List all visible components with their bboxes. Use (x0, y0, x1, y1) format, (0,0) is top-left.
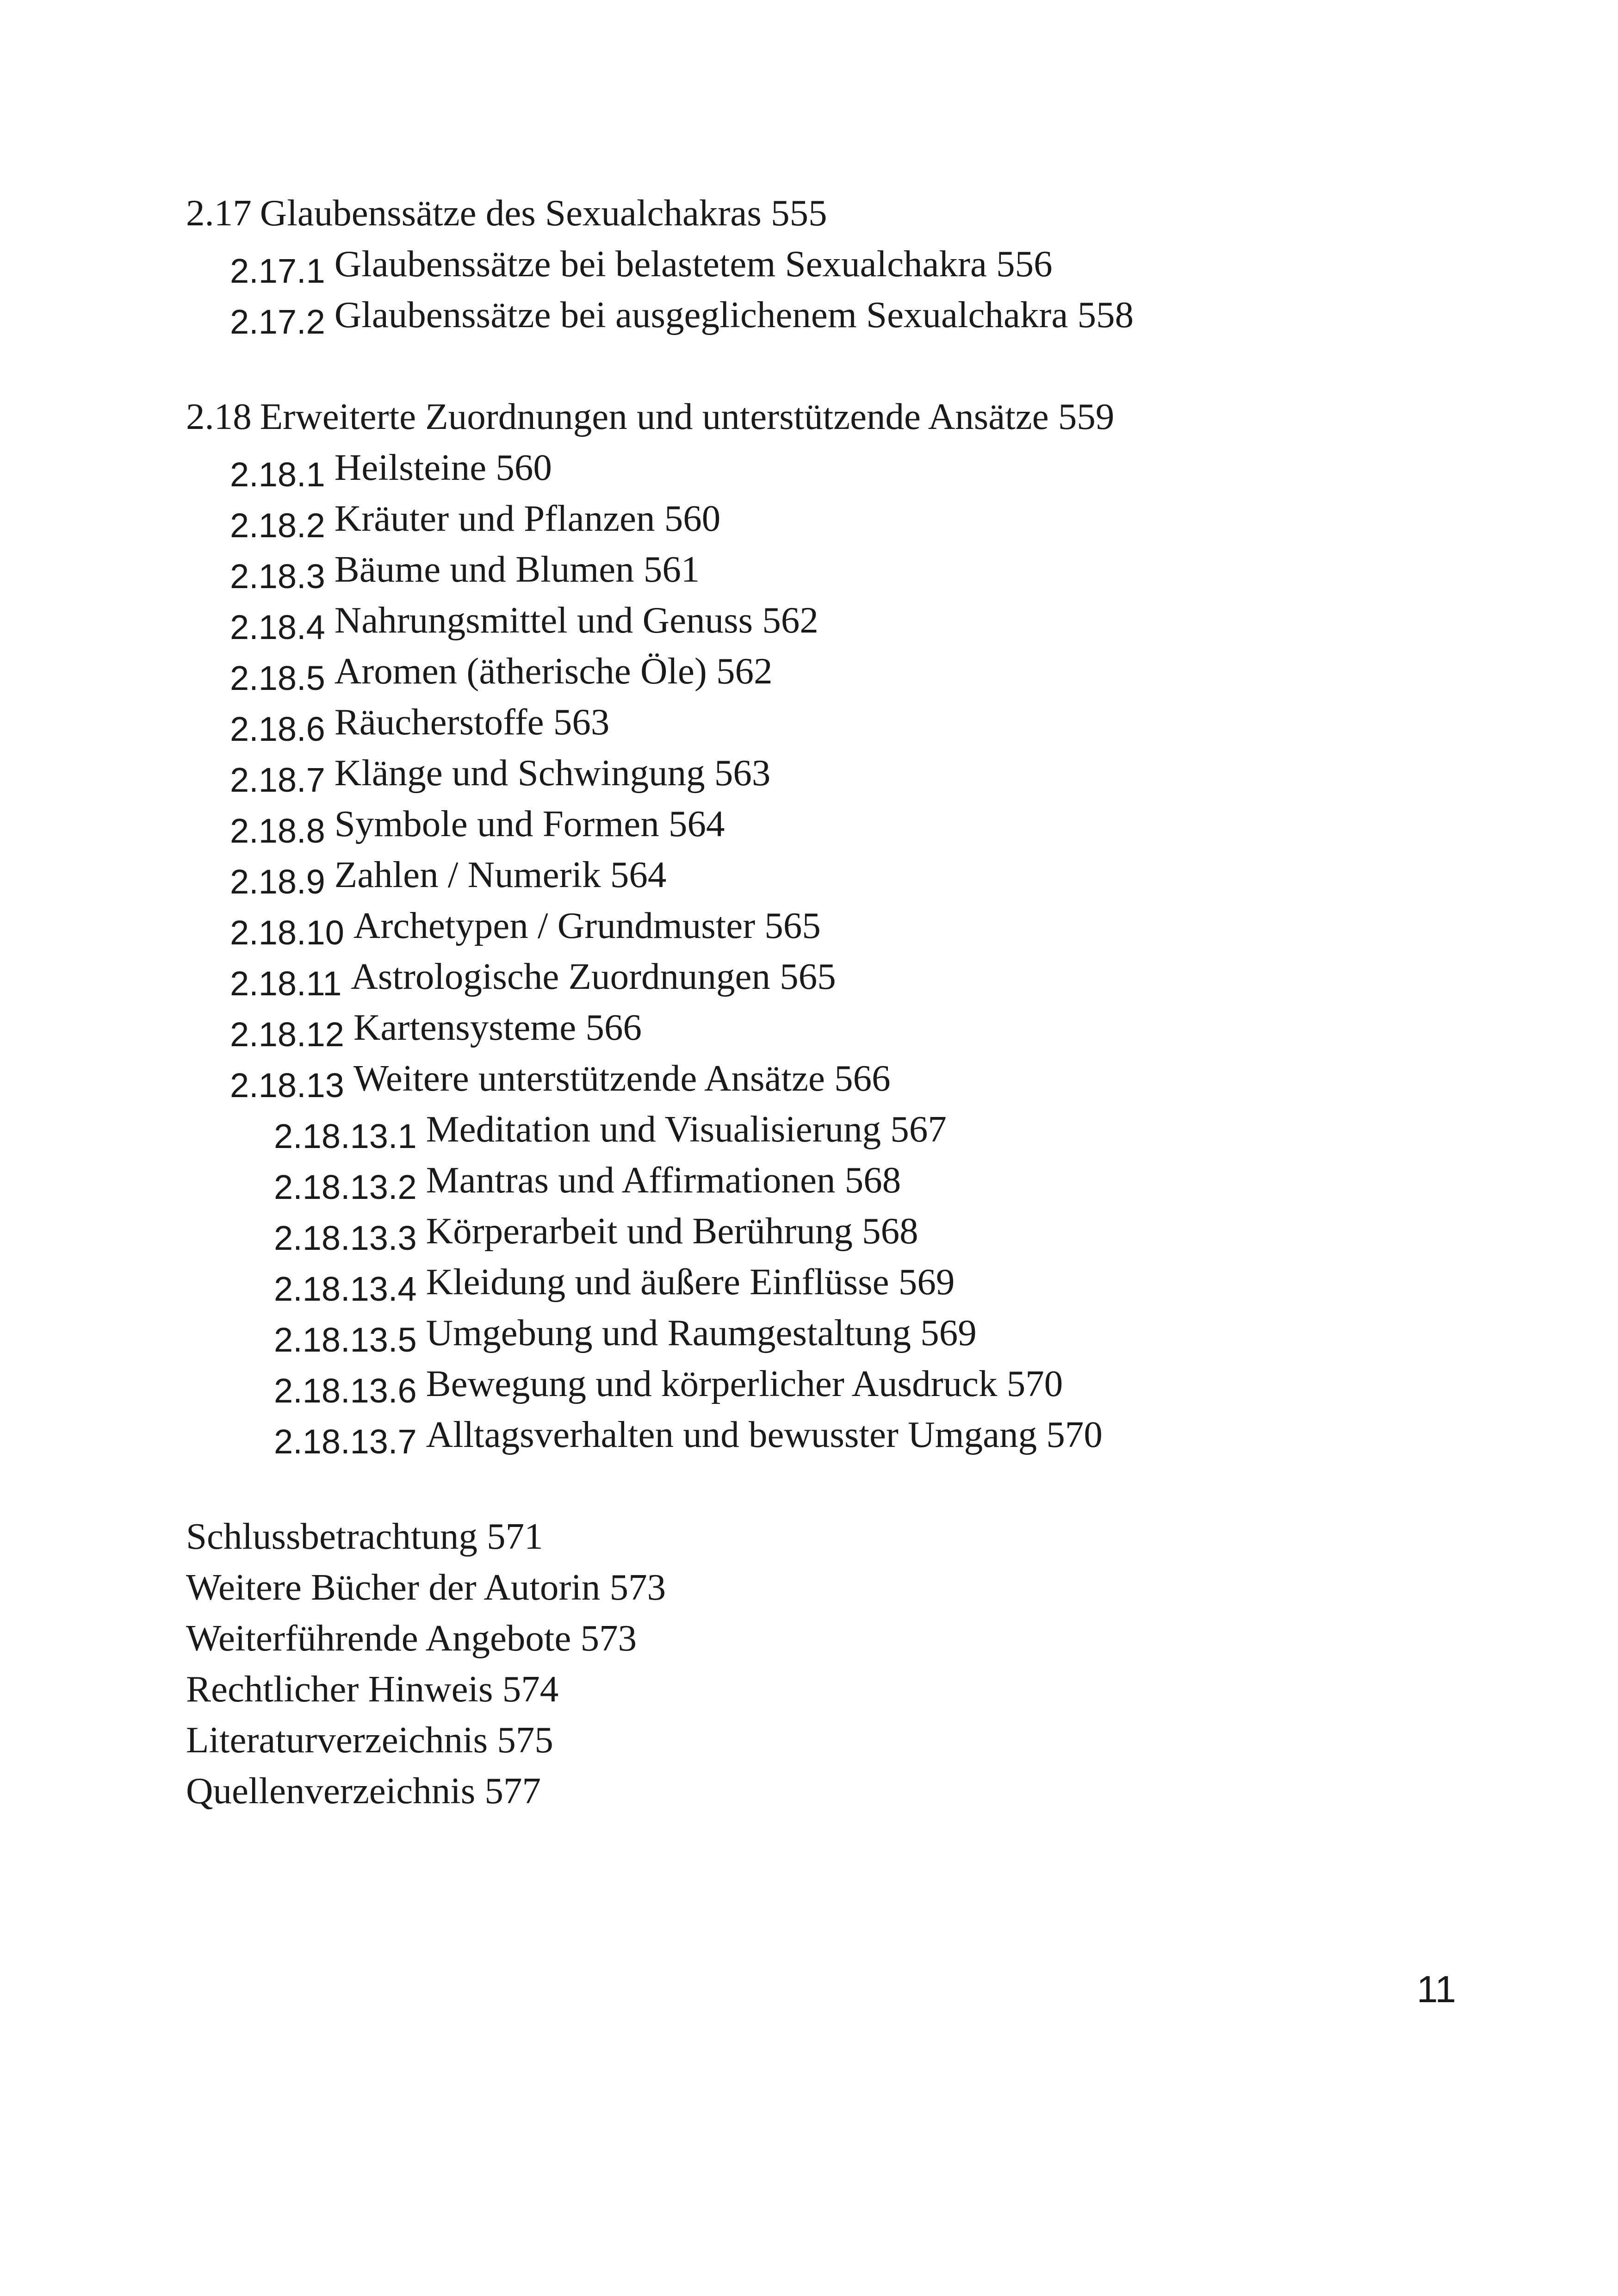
toc-entry-title: Aromen (ätherische Öle) 562 (334, 650, 773, 692)
page-number: 11 (1417, 1968, 1457, 2011)
toc-entry-title: Symbole und Formen 564 (334, 803, 725, 844)
toc-entry[interactable] (186, 393, 1114, 440)
toc-entry[interactable] (230, 1004, 642, 1054)
toc-entry[interactable] (186, 1717, 553, 1763)
toc-entry[interactable] (230, 750, 771, 799)
toc-entry[interactable] (230, 800, 725, 850)
toc-entry[interactable] (230, 902, 821, 952)
toc-entry-number: 2.18.4 (230, 608, 325, 646)
toc-entry[interactable] (274, 1208, 918, 1257)
toc-entry-number: 2.18.13 (230, 1066, 344, 1105)
toc-entry[interactable] (230, 444, 552, 494)
toc-entry-number: 2.18.13.5 (274, 1321, 417, 1359)
toc-entry[interactable] (230, 597, 818, 646)
toc-entry-number: 2.18.12 (230, 1015, 344, 1054)
toc-entry-number: 2.18 (186, 396, 252, 437)
toc-entry-title: Meditation und Visualisierung 567 (426, 1108, 947, 1150)
toc-entry-title: Kartensysteme 566 (353, 1006, 642, 1048)
toc-entry[interactable] (230, 1055, 891, 1105)
toc-entry-title: Räucherstoffe 563 (334, 701, 610, 743)
toc-entry[interactable] (186, 190, 827, 236)
toc-entry-title: Weiterführende Angebote 573 (186, 1617, 637, 1659)
toc-entry[interactable] (274, 1411, 1103, 1461)
toc-entry[interactable] (186, 1513, 543, 1559)
toc-entry[interactable] (274, 1106, 947, 1155)
toc-entry[interactable] (230, 241, 1053, 290)
toc-entry[interactable] (274, 1259, 955, 1308)
toc-entry[interactable] (274, 1157, 901, 1206)
toc-entry[interactable] (274, 1360, 1063, 1410)
toc-entry-title: Weitere Bücher der Autorin 573 (186, 1566, 666, 1608)
toc-entry-title: Kräuter und Pflanzen 560 (334, 497, 721, 539)
toc-entry-title: Weitere unterstützende Ansätze 566 (353, 1057, 891, 1099)
toc-entry-number: 2.18.11 (230, 964, 342, 1003)
toc-entry-title: Glaubenssätze bei belastetem Sexualchakra 556 (334, 243, 1053, 285)
toc-entry-title: Körperarbeit und Berührung 568 (426, 1210, 918, 1252)
toc-entry-number: 2.18.8 (230, 812, 325, 850)
toc-entry-title: Klänge und Schwingung 563 (334, 752, 771, 794)
toc-entry-number: 2.18.13.6 (274, 1371, 417, 1410)
toc-entry-number: 2.18.13.4 (274, 1270, 417, 1308)
toc-entry[interactable] (230, 546, 700, 596)
toc-entry-title: Erweiterte Zuordnungen und unterstützende Ansätze 559 (260, 396, 1115, 437)
toc-entry-number: 2.18.13.1 (274, 1117, 417, 1155)
toc-entry[interactable] (186, 1768, 541, 1814)
toc-entry-title: Literaturverzeichnis 575 (186, 1719, 553, 1761)
toc-entry-number: 2.18.10 (230, 913, 344, 952)
toc-entry[interactable] (230, 648, 773, 697)
toc-entry-title: Quellenverzeichnis 577 (186, 1770, 541, 1812)
toc-entry-number: 2.17.2 (230, 303, 325, 341)
toc-entry[interactable] (274, 1309, 977, 1359)
toc-entry-title: Mantras und Affirmationen 568 (426, 1159, 901, 1201)
toc-entry[interactable] (230, 495, 721, 545)
toc-entry[interactable] (186, 1564, 666, 1610)
toc-entry-title: Glaubenssätze bei ausgeglichenem Sexualchakra 558 (334, 294, 1134, 335)
toc-entry-number: 2.18.1 (230, 455, 325, 494)
toc-entry[interactable] (230, 292, 1134, 341)
toc-entry-number: 2.18.6 (230, 710, 325, 748)
toc-entry-number: 2.18.3 (230, 557, 325, 596)
toc-entry[interactable] (186, 1666, 558, 1712)
toc-entry[interactable] (230, 851, 667, 901)
toc-entry-number: 2.18.9 (230, 863, 325, 901)
toc-entry-number: 2.17.1 (230, 252, 325, 290)
toc-entry-title: Astrologische Zuordnungen 565 (351, 956, 836, 997)
toc-entry-title: Zahlen / Numerik 564 (334, 854, 667, 895)
toc-entry-title: Umgebung und Raumgestaltung 569 (426, 1312, 977, 1353)
toc-entry-number: 2.18.13.2 (274, 1168, 417, 1206)
toc-entry-number: 2.18.2 (230, 506, 325, 545)
toc-entry-title: Bewegung und körperlicher Ausdruck 570 (426, 1363, 1063, 1404)
toc-entry-title: Alltagsverhalten und bewusster Umgang 570 (426, 1414, 1103, 1455)
toc-entry-title: Heilsteine 560 (334, 447, 552, 488)
toc-entry-title: Archetypen / Grundmuster 565 (353, 905, 821, 946)
toc-entry-title: Nahrungsmittel und Genuss 562 (334, 599, 818, 641)
toc-entry-number: 2.18.13.7 (274, 1422, 417, 1461)
toc-entry-title: Bäume und Blumen 561 (334, 548, 700, 590)
toc-entry-title: Glaubenssätze des Sexualchakras 555 (260, 192, 827, 234)
toc-entry[interactable] (230, 699, 610, 748)
toc-entry-title: Schlussbetrachtung 571 (186, 1515, 543, 1557)
toc-entry[interactable] (186, 1615, 637, 1661)
toc-entry-number: 2.17 (186, 192, 252, 234)
toc-entry-number: 2.18.5 (230, 659, 325, 697)
toc-entry[interactable] (230, 953, 836, 1003)
toc-entry-title: Kleidung und äußere Einflüsse 569 (426, 1261, 955, 1303)
toc-entry-number: 2.18.13.3 (274, 1219, 417, 1257)
toc-entry-title: Rechtlicher Hinweis 574 (186, 1668, 559, 1710)
toc-entry-number: 2.18.7 (230, 761, 325, 799)
